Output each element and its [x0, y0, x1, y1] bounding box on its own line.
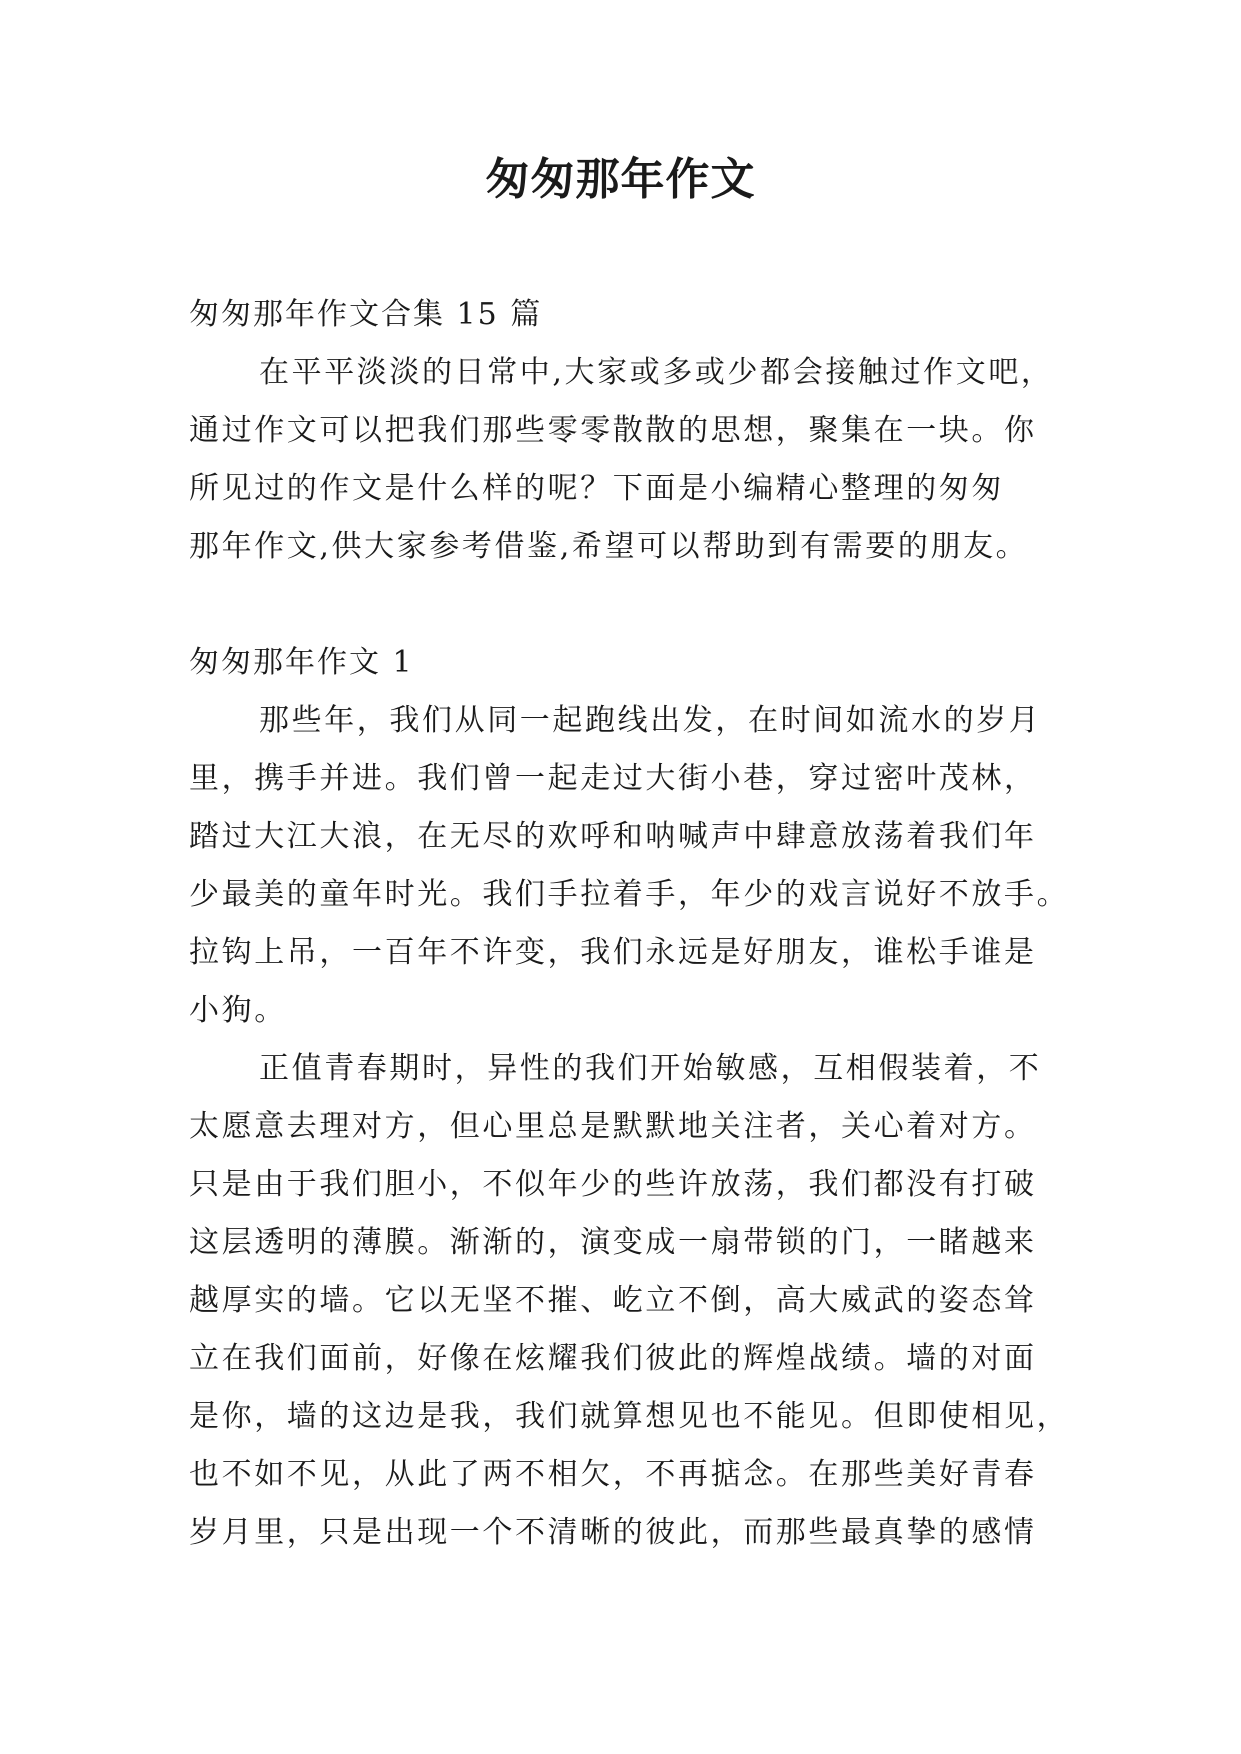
paragraph-line: 通过作文可以把我们那些零零散散的思想，聚集在一块。你 — [189, 413, 1037, 448]
paragraph-line: 少最美的童年时光。我们手拉着手，年少的戏言说好不放手。 — [189, 877, 1070, 912]
paragraph-line: 太愿意去理对方，但心里总是默默地关注者，关心着对方。 — [189, 1109, 1037, 1144]
intro-paragraph — [189, 344, 1069, 576]
paragraph-line: 是你，墙的这边是我，我们就算想见也不能见。但即使相见， — [189, 1399, 1070, 1434]
essay-paragraph-1 — [189, 692, 1069, 1040]
document-title: 匆匆那年作文 — [485, 154, 756, 205]
paragraph-line: 只是由于我们胆小，不似年少的些许放荡，我们都没有打破 — [189, 1167, 1037, 1202]
paragraph-line: 正值青春期时，异性的我们开始敏感，互相假装着，不 — [259, 1051, 1042, 1086]
section-spacer — [189, 576, 1069, 634]
paragraph-line: 也不如不见，从此了两不相欠，不再掂念。在那些美好青春 — [189, 1457, 1037, 1492]
paragraph-line: 那些年，我们从同一起跑线出发，在时间如流水的岁月 — [259, 703, 1042, 738]
paragraph-line: 拉钩上吊，一百年不许变，我们永远是好朋友，谁松手谁是 — [189, 935, 1037, 970]
document-body — [189, 286, 1069, 1562]
collection-subtitle: 匆匆那年作文合集 15 篇 — [189, 297, 543, 332]
paragraph-line: 踏过大江大浪，在无尽的欢呼和呐喊声中肆意放荡着我们年 — [189, 819, 1037, 854]
paragraph-line: 在平平淡淡的日常中,大家或多或少都会接触过作文吧， — [259, 355, 1054, 390]
essay-paragraph-2 — [189, 1040, 1069, 1562]
paragraph-line: 立在我们面前，好像在炫耀我们彼此的辉煌战绩。墙的对面 — [189, 1341, 1037, 1376]
essay-heading: 匆匆那年作文 1 — [189, 645, 414, 680]
paragraph-line: 这层透明的薄膜。渐渐的，演变成一扇带锁的门，一睹越来 — [189, 1225, 1037, 1260]
paragraph-line: 里，携手并进。我们曾一起走过大街小巷，穿过密叶茂林， — [189, 761, 1037, 796]
paragraph-line: 岁月里，只是出现一个不清晰的彼此，而那些最真挚的感情 — [189, 1515, 1037, 1550]
paragraph-line: 那年作文,供大家参考借鉴,希望可以帮助到有需要的朋友。 — [189, 529, 1029, 564]
paragraph-line: 所见过的作文是什么样的呢？下面是小编精心整理的匆匆 — [189, 471, 1004, 506]
paragraph-line: 越厚实的墙。它以无坚不摧、屹立不倒，高大威武的姿态耸 — [189, 1283, 1037, 1318]
paragraph-line: 小狗。 — [189, 993, 287, 1028]
